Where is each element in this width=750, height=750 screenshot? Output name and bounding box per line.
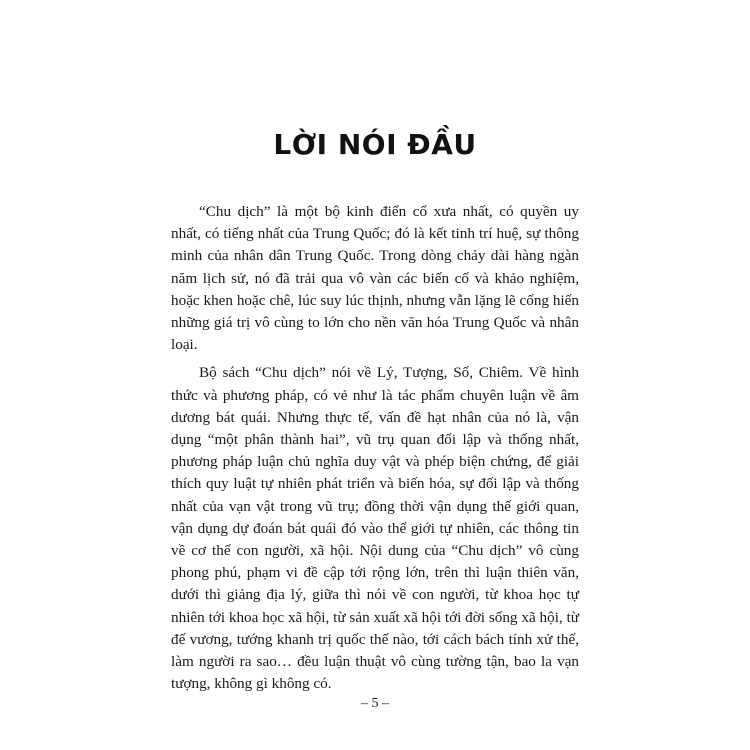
- page-title: LỜI NÓI ĐẦU: [273, 128, 477, 161]
- page-number: – 5 –: [361, 696, 389, 711]
- paragraph-1: “Chu dịch” là một bộ kinh điển cổ xưa nhất, có quyền uy nhất, có tiếng nhất của Trung Quốc; đó là kết tinh trí huệ, sự thông minh của nhân dân Trung Quốc. Trong dòng chảy dài hàng ngàn năm lịch sử, nó đã trải qua vô vàn các biến cố và khảo nghiệm, hoặc khen hoặc chê, lúc suy lúc thịnh, nhưng vẫn lặng lẽ cống hiến những giá trị vô cùng to lớn cho nền văn hóa Trung Quốc và nhân loại.: [171, 203, 579, 354]
- body-text: [171, 201, 579, 695]
- paragraph-2: Bộ sách “Chu dịch” nói về Lý, Tượng, Số, Chiêm. Về hình thức và phương pháp, có vẻ như là tác phẩm chuyên luận về âm dương bát quái. Nhưng thực tế, vấn đề hạt nhân của nó là, vận dụng “một phân thành hai”, vũ trụ quan đối lập và thống nhất, phương pháp luận chủ nghĩa duy vật và phép biện chứng, để giải thích quy luật tự nhiên phát triển và biến hóa, sự đối lập và thống nhất của vạn vật trong vũ trụ; đồng thời vận dụng thế giới quan, vận dụng dự đoán bát quái đó vào thế giới tự nhiên, các thông tin về cơ thể con người, xã hội. Nội dung của “Chu dịch” vô cùng phong phú, phạm vi đề cập tới rộng lớn, trên thì luận thiên văn, dưới thì giảng địa lý, giữa thì nói về con người, từ khoa học tự nhiên tới khoa học xã hội, từ sản xuất xã hội tới đời sống xã hội, từ đế vương, tướng khanh trị quốc thế nào, tới cách bách tính xử thế, làm người ra sao… đều luận thuật vô cùng tường tận, bao la vạn tượng, không gì không có.: [171, 364, 579, 693]
